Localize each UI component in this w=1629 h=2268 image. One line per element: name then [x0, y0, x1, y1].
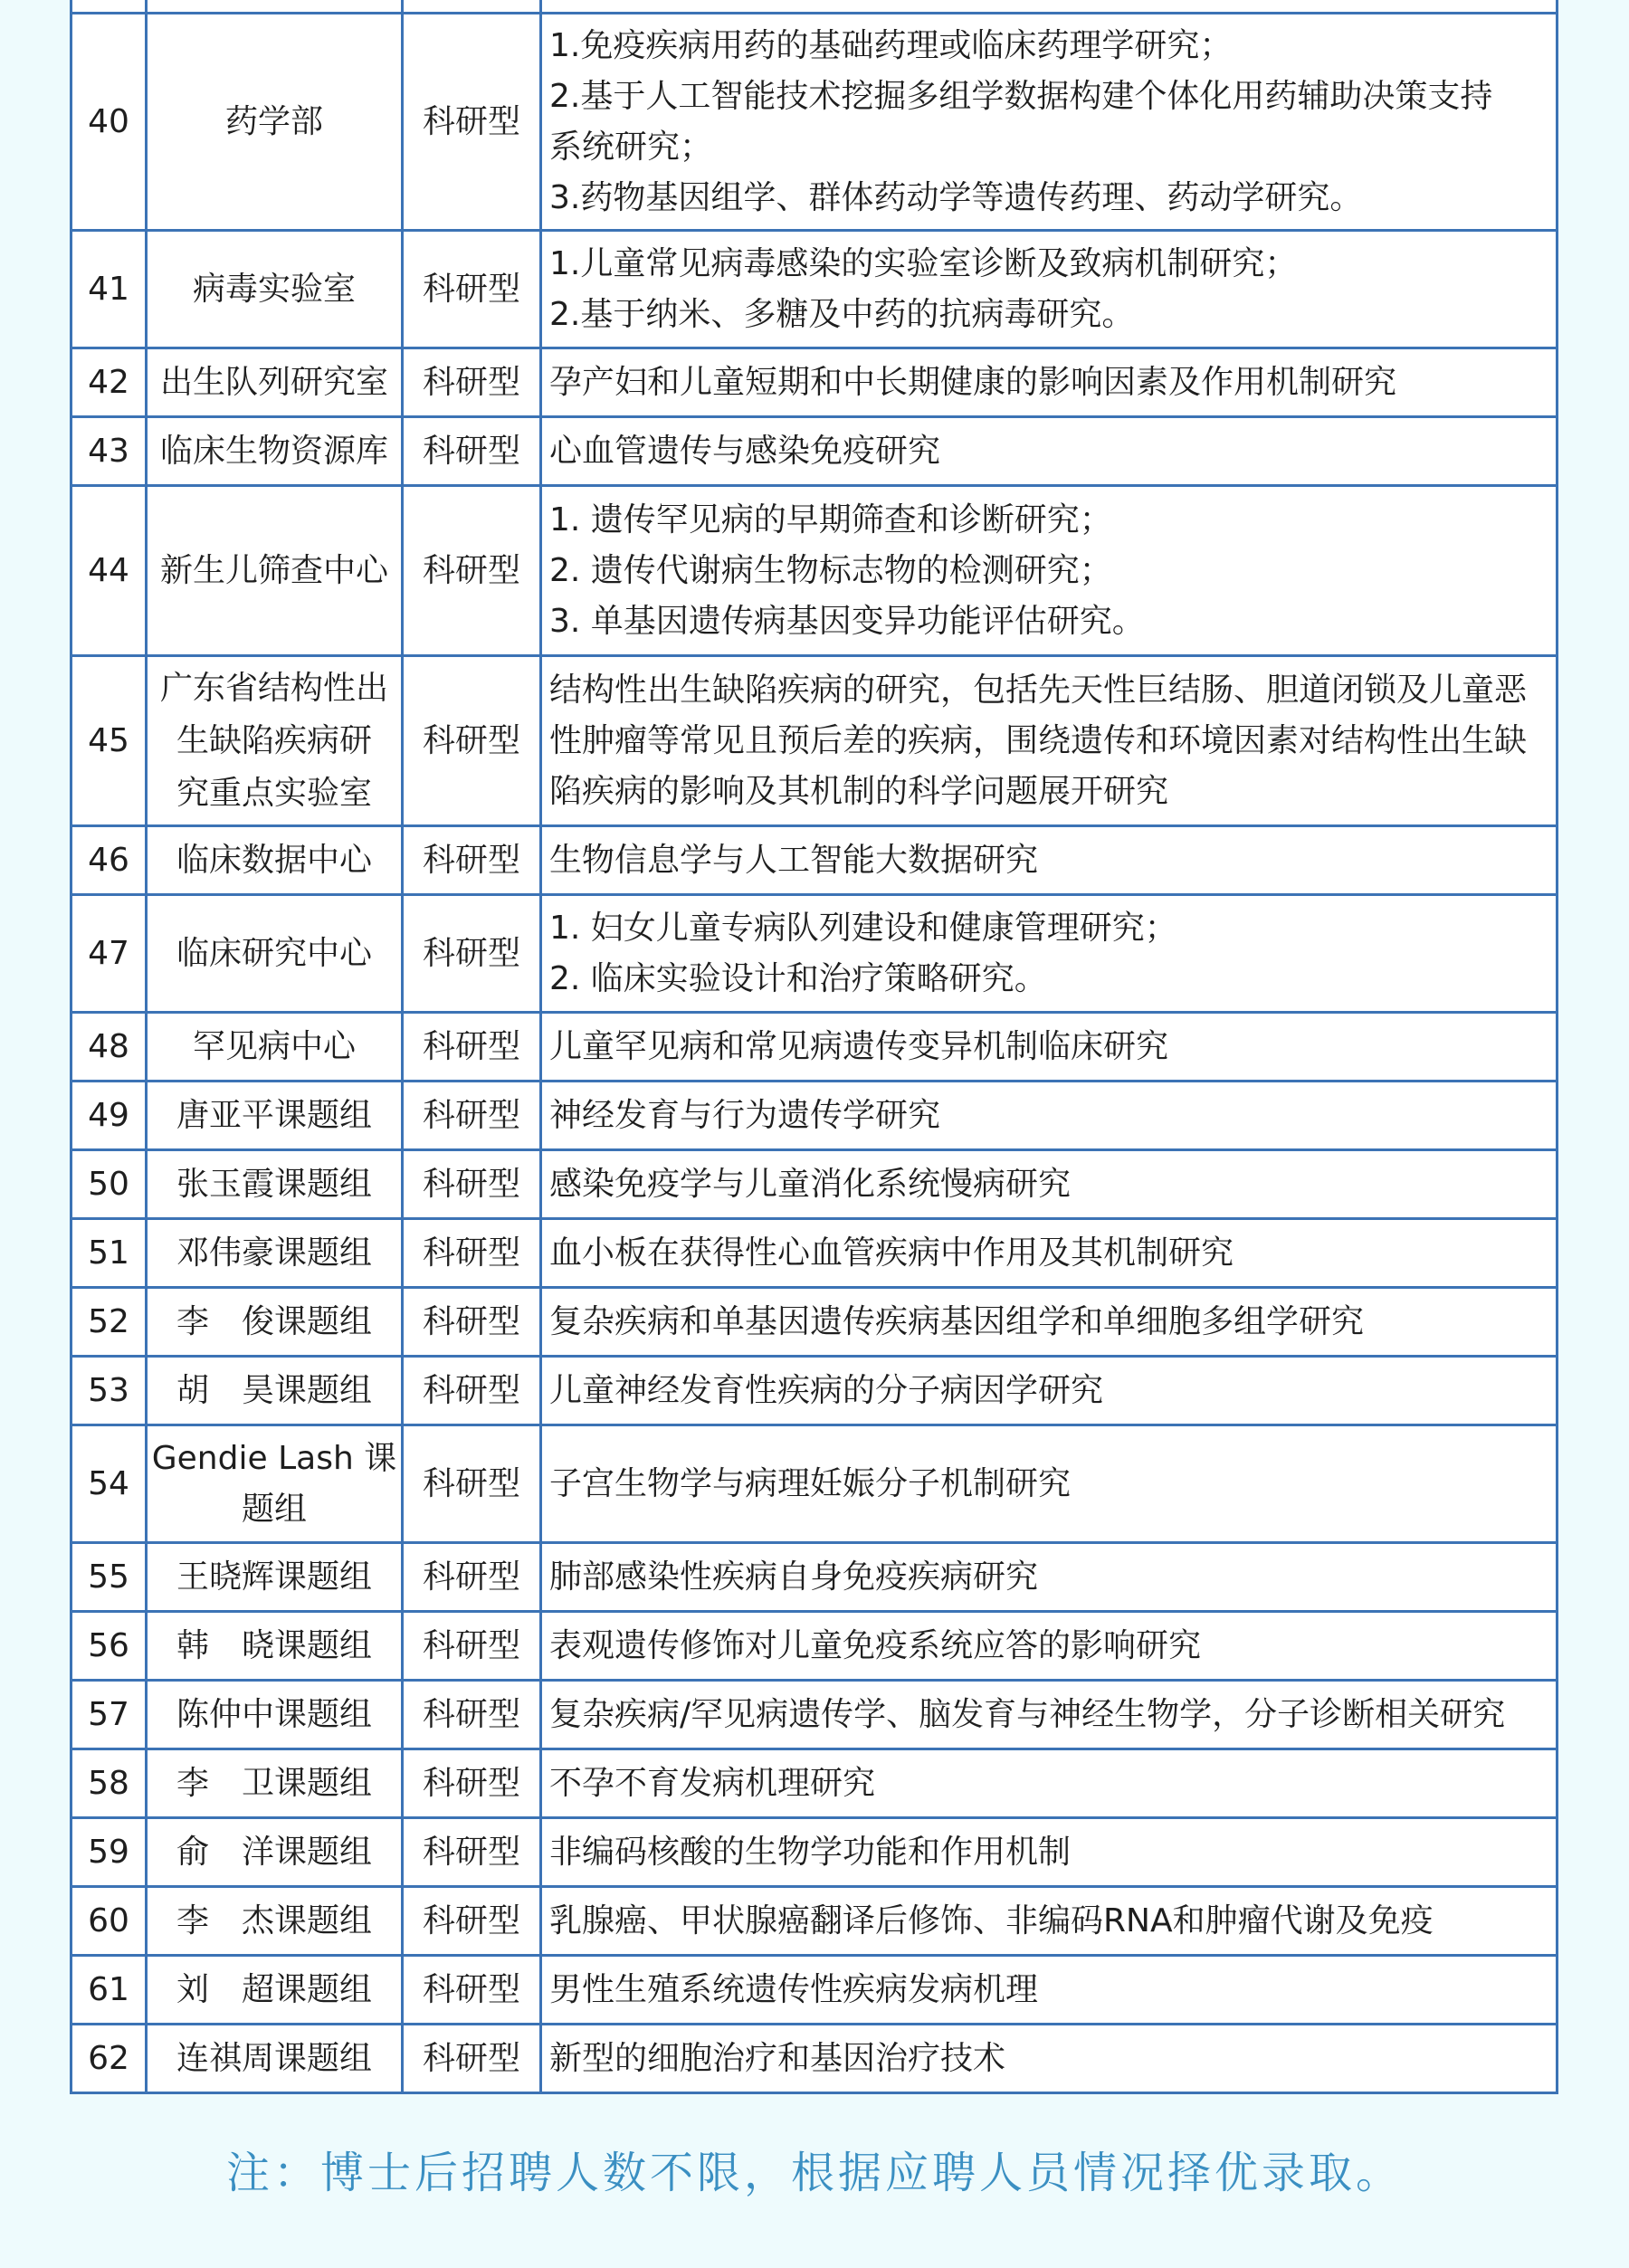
table-row — [71, 1956, 1558, 2025]
row-number: 49 — [71, 1082, 147, 1150]
table-row — [71, 656, 1558, 826]
research-direction-line: 乳腺癌、甲状腺癌翻译后修饰、非编码RNA和肿瘤代谢及免疫 — [549, 1901, 1434, 1939]
row-number: 62 — [71, 2025, 147, 2093]
row-number: 48 — [71, 1013, 147, 1082]
research-direction — [541, 826, 1558, 895]
unit-name: 李 杰课题组 — [147, 1887, 403, 1956]
research-direction — [541, 1543, 1558, 1612]
row-number: 46 — [71, 826, 147, 895]
research-direction-line: 1. 遗传罕见病的早期筛查和诊断研究； — [549, 500, 1112, 538]
unit-name — [147, 656, 403, 826]
position-type: 科研型 — [403, 417, 541, 486]
table-row — [71, 1219, 1558, 1288]
position-type: 科研型 — [403, 2025, 541, 2093]
recruitment-table — [70, 0, 1558, 2094]
research-direction-line: 不孕不育发病机理研究 — [549, 1764, 876, 1802]
research-direction-line: 男性生殖系统遗传性疾病发病机理 — [549, 1970, 1039, 2008]
research-direction-line: 2. 遗传代谢病生物标志物的检测研究； — [549, 551, 1112, 589]
row-number: 51 — [71, 1219, 147, 1288]
research-direction — [541, 486, 1558, 656]
unit-name: 新生儿筛查中心 — [147, 486, 403, 656]
unit-name-text: 广东省结构性出 生缺陷疾病研 究重点实验室 — [159, 669, 388, 812]
row-number: 61 — [71, 1956, 147, 2025]
table-row — [71, 895, 1558, 1013]
research-direction-line: 肺部感染性疾病自身免疫疾病研究 — [549, 1558, 1039, 1596]
table-row — [71, 348, 1558, 417]
unit-name: 临床研究中心 — [147, 895, 403, 1013]
row-number: 41 — [71, 231, 147, 348]
position-type: 科研型 — [403, 1150, 541, 1219]
research-direction — [541, 1288, 1558, 1357]
unit-name: 临床数据中心 — [147, 826, 403, 895]
table-row — [71, 1150, 1558, 1219]
research-direction-line: 复杂疾病和单基因遗传疾病基因组学和单细胞多组学研究 — [549, 1302, 1365, 1340]
research-direction — [541, 1013, 1558, 1082]
research-direction-line: 3. 单基因遗传病基因变异功能评估研究。 — [549, 602, 1145, 640]
position-type: 科研型 — [403, 1749, 541, 1818]
research-direction-line: 生物信息学与人工智能大数据研究 — [549, 841, 1039, 879]
research-direction — [541, 0, 1558, 14]
research-direction-line: 1.免疫疾病用药的基础药理或临床药理学研究； — [549, 26, 1233, 64]
table-row — [71, 0, 1558, 14]
research-direction-line: 表观遗传修饰对儿童免疫系统应答的影响研究 — [549, 1626, 1202, 1664]
table-row — [71, 486, 1558, 656]
research-direction-line: 血小板在获得性心血管疾病中作用及其机制研究 — [549, 1234, 1234, 1272]
unit-name: 李 卫课题组 — [147, 1749, 403, 1818]
research-direction-line: 非编码核酸的生物学功能和作用机制 — [549, 1833, 1072, 1871]
position-type: 科研型 — [403, 1543, 541, 1612]
unit-name: 韩 晓课题组 — [147, 1612, 403, 1681]
research-direction-line: 神经发育与行为遗传学研究 — [549, 1096, 941, 1134]
research-direction — [541, 1612, 1558, 1681]
unit-name: 邓伟豪课题组 — [147, 1219, 403, 1288]
research-direction — [541, 1956, 1558, 2025]
recruitment-table-body — [71, 0, 1558, 2093]
position-type: 科研型 — [403, 1681, 541, 1749]
position-type: 科研型 — [403, 1219, 541, 1288]
row-number: 45 — [71, 656, 147, 826]
research-direction-line: 感染免疫学与儿童消化系统慢病研究 — [549, 1165, 1072, 1203]
research-direction — [541, 1425, 1558, 1543]
table-row — [71, 826, 1558, 895]
research-direction-line: 心血管遗传与感染免疫研究 — [549, 432, 941, 470]
table-row — [71, 1681, 1558, 1749]
position-type: 科研型 — [403, 1082, 541, 1150]
position-type: 科研型 — [403, 1288, 541, 1357]
unit-name: 刘 超课题组 — [147, 1956, 403, 2025]
table-row — [71, 231, 1558, 348]
position-type: 科研型 — [403, 1612, 541, 1681]
unit-name: 临床生物资源库 — [147, 417, 403, 486]
unit-name: 张玉霞课题组 — [147, 1150, 403, 1219]
research-direction-line: 2. 临床实验设计和治疗策略研究。 — [549, 959, 1047, 997]
unit-name: 病毒实验室 — [147, 231, 403, 348]
table-row — [71, 1425, 1558, 1543]
position-type: 科研型 — [403, 1013, 541, 1082]
unit-name: 药学部 — [147, 14, 403, 231]
research-direction — [541, 656, 1558, 826]
position-type: 科研型 — [403, 486, 541, 656]
research-direction — [541, 417, 1558, 486]
table-row — [71, 14, 1558, 231]
table-row — [71, 1082, 1558, 1150]
research-direction-line: 结构性出生缺陷疾病的研究，包括先天性巨结肠、胆道闭锁及儿童恶性肿瘤等常见且预后差的疾病，围绕遗传和环境因素对结构性出生缺陷疾病的影响及其机制的科学问题展开研究 — [549, 671, 1528, 810]
row-number: 40 — [71, 14, 147, 231]
position-type: 科研型 — [403, 348, 541, 417]
table-row — [71, 1013, 1558, 1082]
row-number: 56 — [71, 1612, 147, 1681]
research-direction — [541, 1082, 1558, 1150]
unit-name: 陈仲中课题组 — [147, 1681, 403, 1749]
table-row — [71, 1887, 1558, 1956]
unit-name-text: 王晓辉课题组 — [176, 1558, 372, 1596]
row-number — [71, 0, 147, 14]
research-direction — [541, 348, 1558, 417]
row-number: 42 — [71, 348, 147, 417]
position-type: 科研型 — [403, 1887, 541, 1956]
table-row — [71, 1749, 1558, 1818]
position-type — [403, 0, 541, 14]
table-row — [71, 417, 1558, 486]
table-row — [71, 1612, 1558, 1681]
position-type: 科研型 — [403, 895, 541, 1013]
research-direction — [541, 1818, 1558, 1887]
row-number: 50 — [71, 1150, 147, 1219]
row-number: 59 — [71, 1818, 147, 1887]
research-direction-line: 2.基于纳米、多糖及中药的抗病毒研究。 — [549, 295, 1135, 333]
research-direction-line: 儿童神经发育性疾病的分子病因学研究 — [549, 1371, 1104, 1409]
position-type: 科研型 — [403, 14, 541, 231]
research-direction — [541, 1749, 1558, 1818]
research-direction-line: 子宫生物学与病理妊娠分子机制研究 — [549, 1464, 1072, 1502]
row-number: 43 — [71, 417, 147, 486]
unit-name: 胡 昊课题组 — [147, 1357, 403, 1425]
position-type: 科研型 — [403, 656, 541, 826]
research-direction-line: 儿童罕见病和常见病遗传变异机制临床研究 — [549, 1027, 1169, 1065]
research-direction-line: 3.药物基因组学、群体药动学等遗传药理、药动学研究。 — [549, 178, 1363, 216]
row-number: 53 — [71, 1357, 147, 1425]
unit-name — [147, 0, 403, 14]
research-direction-line: 1. 妇女儿童专病队列建设和健康管理研究； — [549, 909, 1177, 947]
position-type: 科研型 — [403, 1956, 541, 2025]
table-row — [71, 1543, 1558, 1612]
research-direction-line: 新型的细胞治疗和基因治疗技术 — [549, 2039, 1006, 2077]
research-direction — [541, 895, 1558, 1013]
row-number: 54 — [71, 1425, 147, 1543]
row-number: 52 — [71, 1288, 147, 1357]
research-direction-line: 孕产妇和儿童短期和中长期健康的影响因素及作用机制研究 — [549, 363, 1397, 401]
row-number: 55 — [71, 1543, 147, 1612]
research-direction — [541, 231, 1558, 348]
table-row — [71, 1818, 1558, 1887]
table-row — [71, 2025, 1558, 2093]
research-direction — [541, 1150, 1558, 1219]
position-type: 科研型 — [403, 1818, 541, 1887]
unit-name: 唐亚平课题组 — [147, 1082, 403, 1150]
table-row — [71, 1357, 1558, 1425]
row-number: 44 — [71, 486, 147, 656]
research-direction — [541, 1219, 1558, 1288]
research-direction — [541, 1357, 1558, 1425]
position-type: 科研型 — [403, 826, 541, 895]
row-number: 60 — [71, 1887, 147, 1956]
row-number: 47 — [71, 895, 147, 1013]
research-direction — [541, 14, 1558, 231]
footnote: 注：博士后招聘人数不限，根据应聘人员情况择优录取。 — [225, 2148, 1403, 2198]
research-direction — [541, 1681, 1558, 1749]
unit-name: Gendie Lash 课题组 — [147, 1425, 403, 1543]
unit-name: 李 俊课题组 — [147, 1288, 403, 1357]
research-direction-line: 1.儿童常见病毒感染的实验室诊断及致病机制研究； — [549, 244, 1298, 282]
unit-name: 连祺周课题组 — [147, 2025, 403, 2093]
unit-name: 罕见病中心 — [147, 1013, 403, 1082]
position-type: 科研型 — [403, 1425, 541, 1543]
row-number: 58 — [71, 1749, 147, 1818]
research-direction-line: 2.基于人工智能技术挖掘多组学数据构建个体化用药辅助决策支持系统研究； — [549, 77, 1493, 166]
research-direction — [541, 1887, 1558, 1956]
research-direction — [541, 2025, 1558, 2093]
unit-name — [147, 1543, 403, 1612]
table-row — [71, 1288, 1558, 1357]
position-type: 科研型 — [403, 231, 541, 348]
research-direction-line: 复杂疾病/罕见病遗传学、脑发育与神经生物学，分子诊断相关研究 — [549, 1695, 1506, 1733]
row-number: 57 — [71, 1681, 147, 1749]
unit-name: 出生队列研究室 — [147, 348, 403, 417]
position-type: 科研型 — [403, 1357, 541, 1425]
unit-name: 俞 洋课题组 — [147, 1818, 403, 1887]
